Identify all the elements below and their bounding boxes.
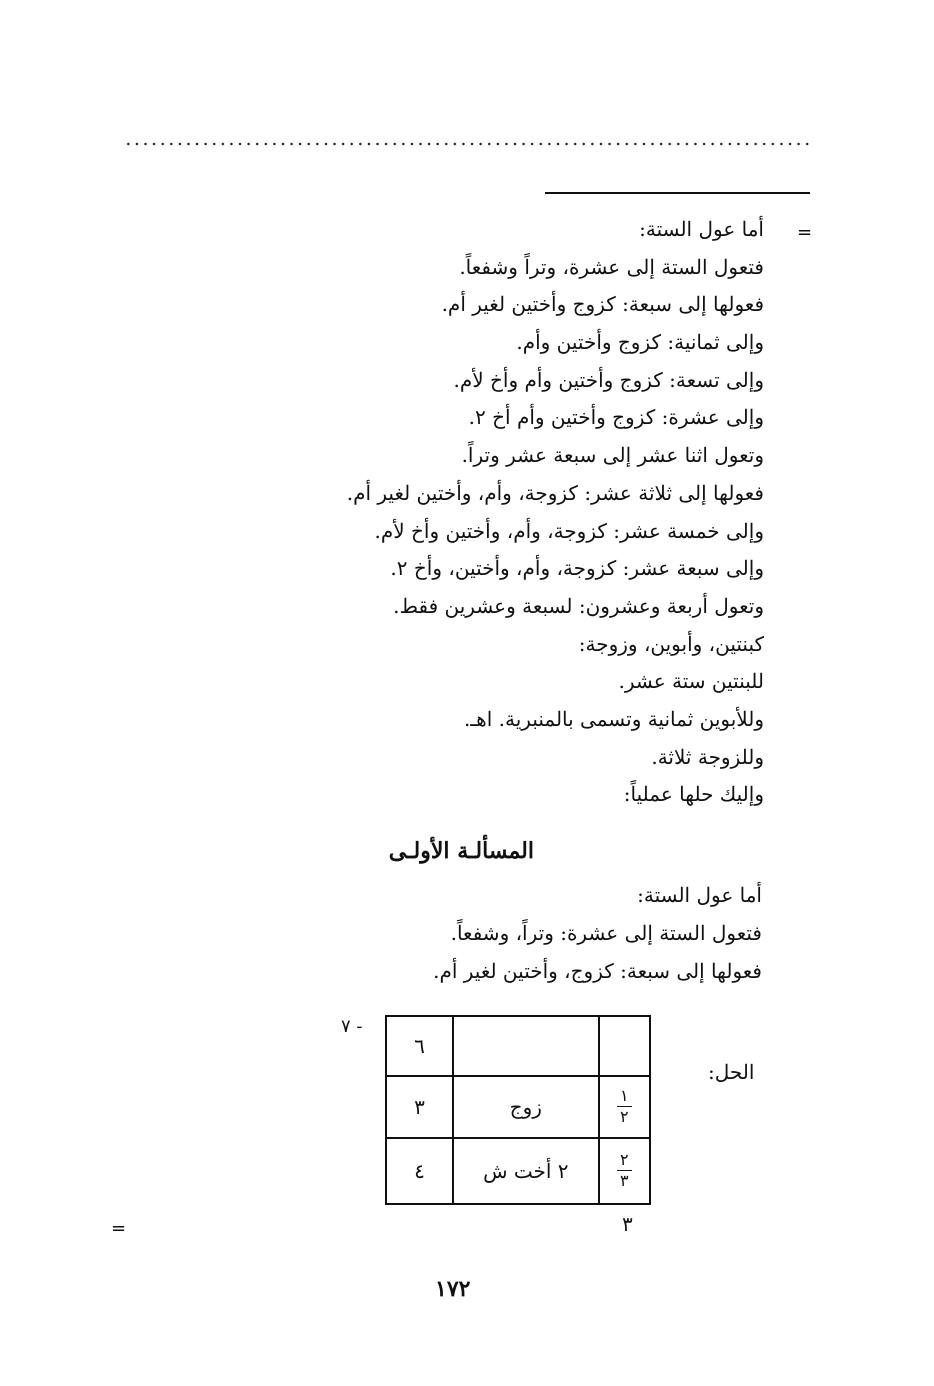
inheritance-table [385,1015,651,1205]
below-table-value: ٣ [622,1212,633,1236]
footnote-line: فعولها إلى سبعة: كزوج وأختين لغير أم. [441,292,764,317]
fraction [617,1085,632,1126]
footnote-line: للبنتين ستة عشر. [618,669,764,694]
footnote-line: وتعول أربعة وعشرون: لسبعة وعشرين فقط. [393,593,764,618]
heir-header-cell [453,1016,599,1076]
footnote-line: فتعول الستة إلى عشرة، وتراً وشفعاً. [459,254,764,279]
dotted-separator [124,138,812,150]
footnote-line: فعولها إلى ثلاثة عشر: كزوجة، وأم، وأختين لغير أم. [346,480,764,505]
fraction [617,1149,632,1190]
footnote-line: وإلى سبعة عشر: كزوجة، وأم، وأختين، وأخ ٢. [390,556,764,581]
base-total-cell: ٦ [386,1016,453,1076]
footnote-line: وتعول اثنا عشر إلى سبعة عشر وتراً. [461,443,764,468]
footnote-line: وإلى خمسة عشر: كزوجة، وأم، وأختين وأخ لأم. [374,518,764,543]
problem-line: أما عول الستة: [637,883,762,907]
fraction-cell [599,1076,650,1138]
fraction-numerator: ١ [617,1088,632,1107]
footnote-line: وللأبوين ثمانية وتسمى بالمنبرية. اهـ. [463,706,764,731]
solution-label: الحل: [708,1060,755,1084]
table-row [386,1138,650,1204]
footnote-line: وإليك حلها عملياً: [623,782,764,807]
problem-line: فعولها إلى سبعة: كزوج، وأختين لغير أم. [433,959,762,983]
fraction-cell [599,1138,650,1204]
footnote-line: وإلى تسعة: كزوج وأختين وأم وأخ لأم. [453,367,764,392]
heir-cell: ٢ أخت ش [453,1138,599,1204]
fraction-denominator: ٣ [620,1170,629,1190]
footnote-line: كبنتين، وأبوين، وزوجة: [578,631,764,656]
footnote-line: أما عول الستة: [639,217,764,241]
fraction-numerator: ٢ [617,1152,632,1171]
fraction-denominator: ٢ [620,1106,629,1126]
footnote-text [347,211,764,814]
problem-text [433,876,762,990]
table-header-row [386,1016,650,1076]
footnote-line: وإلى عشرة: كزوج وأختين وأم أخ ٢. [468,405,764,430]
footnote-rule [545,192,810,194]
table-row [386,1076,650,1138]
problem-line: فتعول الستة إلى عشرة: وتراً، وشفعاً. [450,921,762,945]
share-cell: ٣ [386,1076,453,1138]
awl-label: ٧ - [341,1016,363,1037]
heir-cell: زوج [453,1076,599,1138]
footnote-line: وإلى ثمانية: كزوج وأختين وأم. [516,330,764,355]
share-cell: ٤ [386,1138,453,1204]
footnote-line: وللزوجة ثلاثة. [651,744,764,769]
continuation-mark-bottom: = [111,1218,127,1239]
fraction-header-cell [599,1016,650,1076]
continuation-mark-top: = [797,222,813,243]
section-heading: المسألـة الأولـى [388,838,534,864]
page-number: ١٧٢ [435,1276,471,1302]
